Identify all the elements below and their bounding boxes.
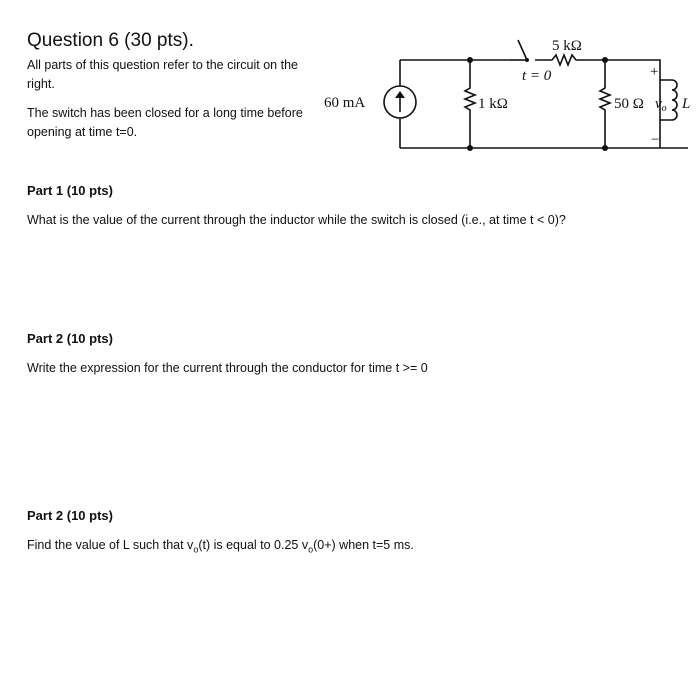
part1-heading: Part 1 (10 pts) — [27, 183, 113, 198]
top-wire-resistor — [535, 55, 605, 65]
source-label: 60 mA — [324, 95, 366, 111]
junction-dot — [467, 145, 473, 151]
plus-label: + — [650, 64, 659, 80]
inductor-coil — [660, 80, 677, 120]
junction-dot — [602, 145, 608, 151]
part2-heading: Part 2 (10 pts) — [27, 331, 113, 346]
switch-label: t = 0 — [522, 68, 552, 84]
resistor-1k — [465, 60, 475, 148]
r-switch-label: 5 kΩ — [552, 38, 582, 54]
part3-heading: Part 2 (10 pts) — [27, 508, 113, 523]
switch-blade — [518, 40, 527, 60]
resistor-50 — [600, 60, 610, 148]
r2-label: 50 Ω — [614, 96, 644, 112]
circuit-diagram — [320, 30, 700, 160]
vo-label: $v_o$ — [655, 96, 667, 114]
junction-dot — [467, 57, 473, 63]
r1-label: 1 kΩ — [478, 96, 508, 112]
inductor-label: L — [682, 96, 691, 112]
question-title: Question 6 (30 pts). — [27, 30, 194, 51]
part3-text: Find the value of L such that $v_o(t)$ is equal to 0.25 $v_o(0+)$ when t=5 ms. — [27, 538, 414, 555]
part2-text: Write the expression for the current through the conductor for time t >= 0 — [27, 361, 428, 375]
part1-text: What is the value of the current through the inductor while the switch is closed (i.e., at time t < 0)? — [27, 213, 566, 227]
question-intro: All parts of this question refer to the circuit on the right. — [27, 58, 298, 91]
minus-label: − — [651, 132, 660, 148]
junction-dot — [602, 57, 608, 63]
question-setup: The switch has been closed for a long time before opening at time t=0. — [27, 106, 303, 139]
